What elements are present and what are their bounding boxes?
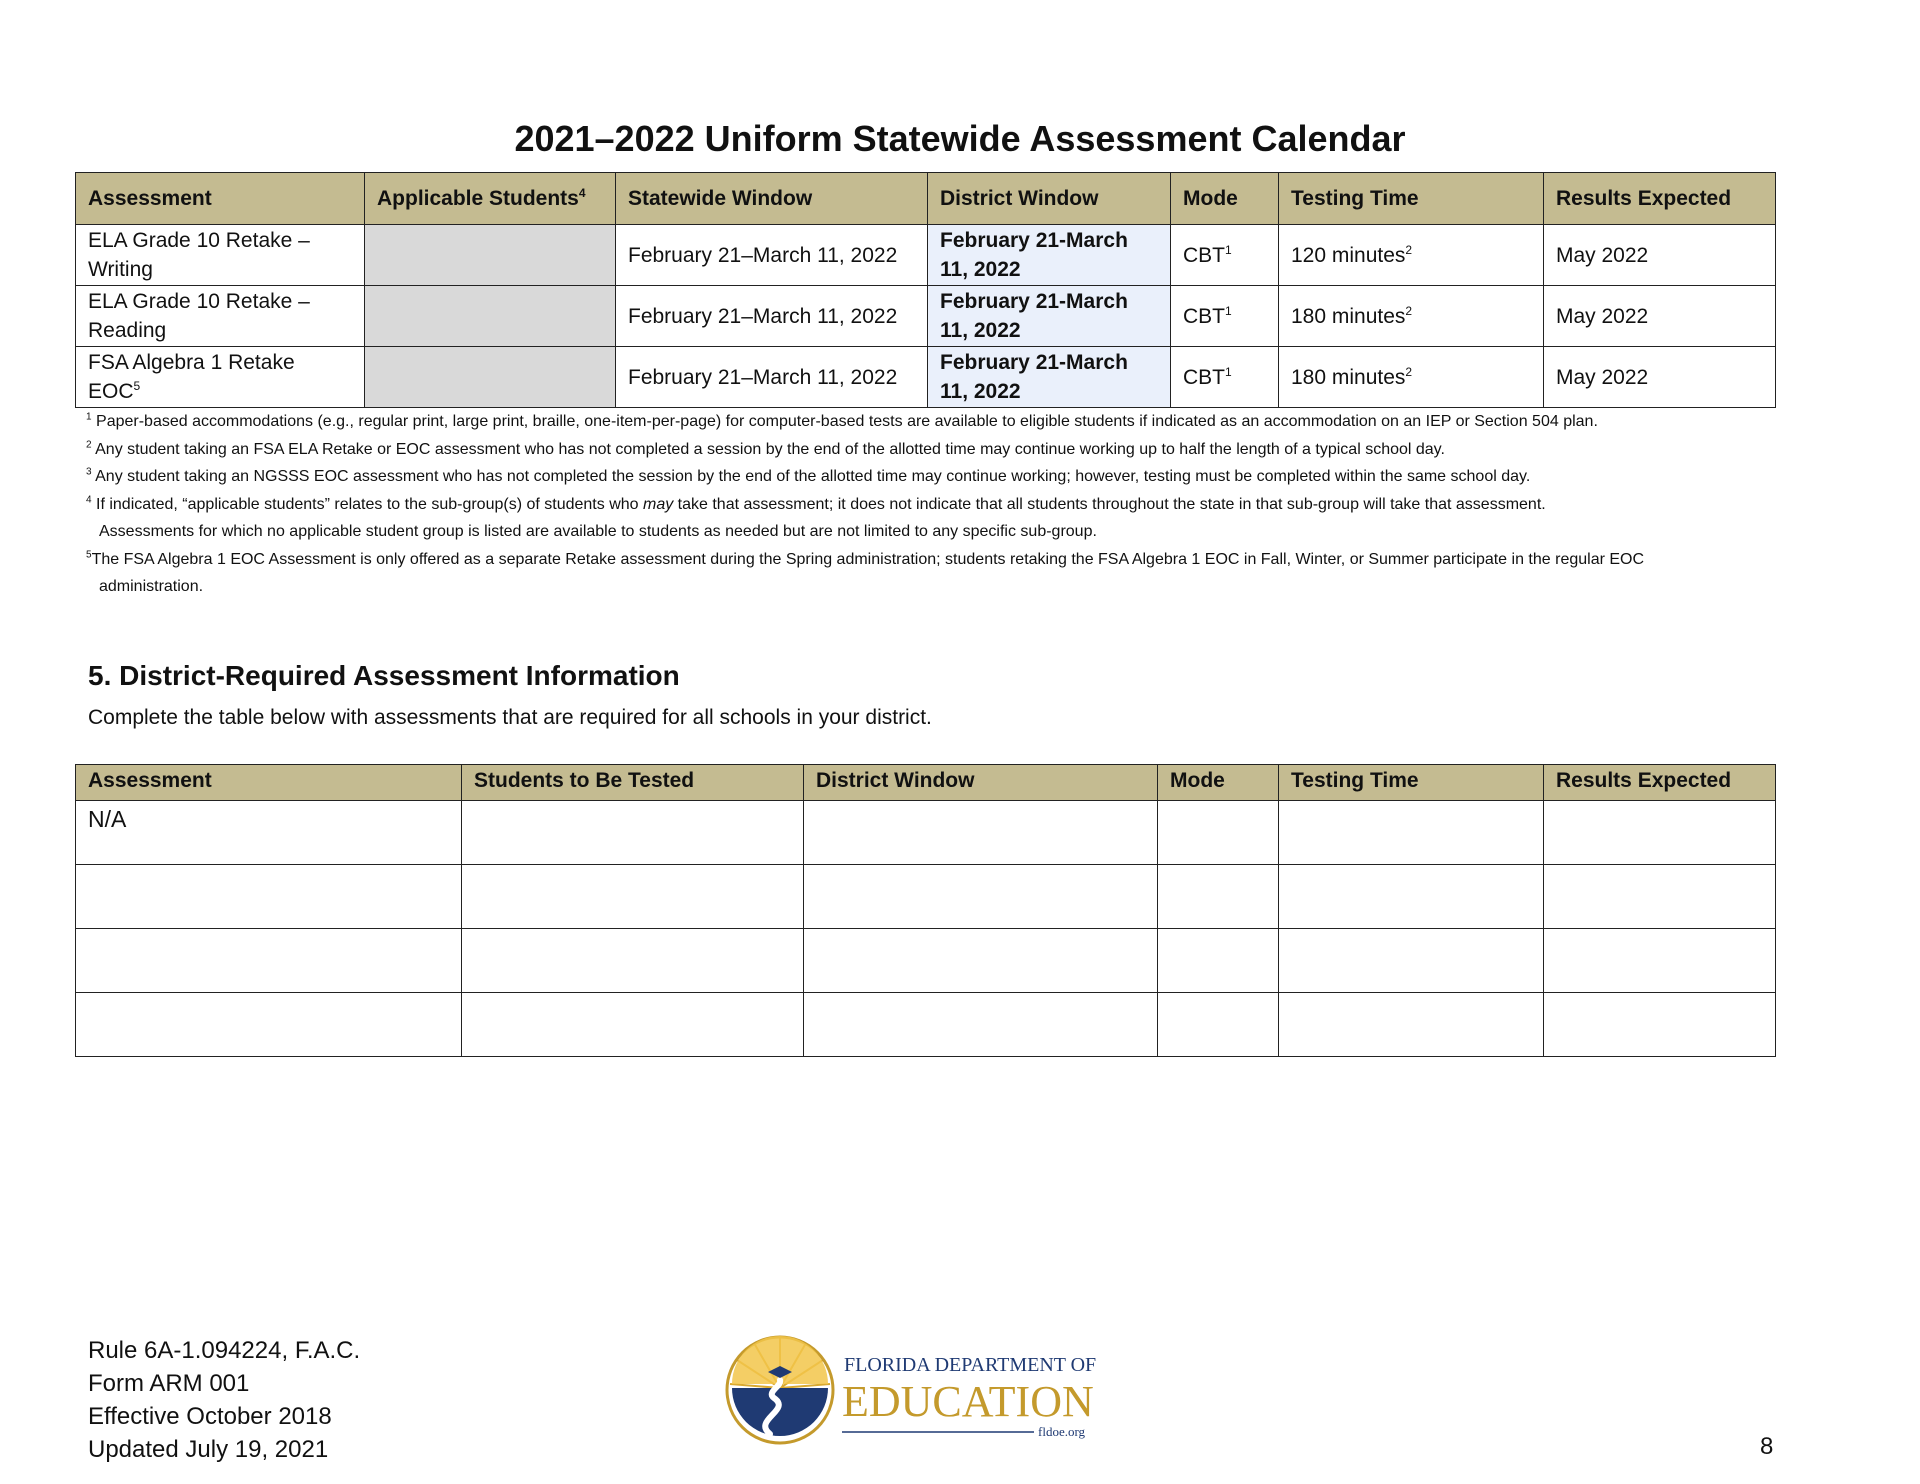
cell-testing-time [1279, 801, 1544, 865]
footnote-5-continued: administration. [99, 578, 204, 595]
cell-district-window: February 21-March 11, 2022 [928, 347, 1171, 408]
footer-form: Form ARM 001 [88, 1370, 250, 1397]
col-applicable-students: Applicable Students$^4$ [365, 173, 616, 225]
cell-results-expected [1544, 929, 1776, 993]
seal-navy-bottom-icon [732, 1388, 828, 1436]
cell-mode [1158, 865, 1279, 929]
table-row [76, 929, 1776, 993]
footer-info [88, 1334, 360, 1466]
table-header-row [76, 765, 1776, 801]
section-description: Complete the table below with assessments that are required for all schools in your district. [88, 706, 932, 729]
cell-results-expected [1544, 801, 1776, 865]
logo-url: fldoe.org [1038, 1424, 1086, 1439]
cell-assessment: N/A [76, 801, 462, 865]
cell-statewide-window: February 21–March 11, 2022 [616, 225, 928, 286]
footnote-3: $^3$ Any student taking an NGSSS EOC assessment who has not completed the session by the end of the allotted time may continue working; however, testing must be completed within the same school day. [86, 466, 1531, 485]
logo-line2: EDUCATION [842, 1377, 1094, 1426]
cell-applicable-students [365, 286, 616, 347]
cell-assessment: ELA Grade 10 Retake – Writing [76, 225, 365, 286]
footnote-4-continued: Assessments for which no applicable student group is listed are available to students as needed but are not limited to any specific sub-group. [99, 523, 1097, 540]
cell-mode [1158, 929, 1279, 993]
table-row [76, 347, 1776, 408]
cell-mode: CBT$^1$ [1171, 347, 1279, 408]
cell-testing-time [1279, 865, 1544, 929]
cell-results-expected: May 2022 [1544, 225, 1776, 286]
page-title: 2021–2022 Uniform Statewide Assessment Calendar [514, 118, 1406, 159]
footer-effective: Effective October 2018 [88, 1403, 332, 1430]
cell-mode [1158, 801, 1279, 865]
cell-testing-time: 180 minutes$^2$ [1279, 286, 1544, 347]
col-mode: Mode [1171, 173, 1279, 225]
cell-mode: CBT$^1$ [1171, 286, 1279, 347]
footer-rule: Rule 6A-1.094224, F.A.C. [88, 1337, 361, 1364]
col-testing-time: Testing Time [1279, 765, 1544, 801]
table-row [76, 993, 1776, 1057]
cell-students-to-be-tested [462, 929, 804, 993]
section-heading: 5. District-Required Assessment Information [88, 660, 680, 691]
cell-district-window [804, 929, 1158, 993]
cell-district-window: February 21-March 11, 2022 [928, 225, 1171, 286]
cell-mode: CBT$^1$ [1171, 225, 1279, 286]
col-assessment: Assessment [76, 173, 365, 225]
col-district-window: District Window [928, 173, 1171, 225]
footer-updated: Updated July 19, 2021 [88, 1436, 329, 1463]
cell-testing-time [1279, 993, 1544, 1057]
cell-district-window [804, 801, 1158, 865]
cell-statewide-window: February 21–March 11, 2022 [616, 347, 928, 408]
cell-district-window: February 21-March 11, 2022 [928, 286, 1171, 347]
footnotes [86, 408, 1826, 601]
cell-testing-time: 120 minutes$^2$ [1279, 225, 1544, 286]
cell-results-expected: May 2022 [1544, 286, 1776, 347]
district-required-table [75, 764, 1776, 1057]
footnote-1: $^1$ Paper-based accommodations (e.g., regular print, large print, braille, one-item-per-page) for computer-based tests are available to eligible students if indicated as an accommodation on an IEP or Section 504 plan. [86, 411, 1598, 430]
fldoe-logo [722, 1328, 1112, 1448]
cell-students-to-be-tested [462, 801, 804, 865]
col-district-window: District Window [804, 765, 1158, 801]
page-number: 8 [1760, 1433, 1774, 1460]
cell-assessment: FSA Algebra 1 Retake EOC$^5$ [76, 347, 365, 408]
col-statewide-window: Statewide Window [616, 173, 928, 225]
cell-results-expected [1544, 993, 1776, 1057]
col-mode: Mode [1158, 765, 1279, 801]
table-row [76, 865, 1776, 929]
cell-statewide-window: February 21–March 11, 2022 [616, 286, 928, 347]
col-results-expected: Results Expected [1544, 173, 1776, 225]
table-header-row [76, 173, 1776, 225]
table-row [76, 801, 1776, 865]
cell-results-expected [1544, 865, 1776, 929]
cell-testing-time: 180 minutes$^2$ [1279, 347, 1544, 408]
footnote-2: $^2$ Any student taking an FSA ELA Retake or EOC assessment who has not completed a session by the end of the allotted time may continue working up to half the length of a typical school day. [86, 439, 1445, 458]
cell-results-expected: May 2022 [1544, 347, 1776, 408]
cell-students-to-be-tested [462, 865, 804, 929]
cell-testing-time [1279, 929, 1544, 993]
cell-students-to-be-tested [462, 993, 804, 1057]
table-row [76, 286, 1776, 347]
col-assessment: Assessment [76, 765, 462, 801]
cell-assessment: ELA Grade 10 Retake – Reading [76, 286, 365, 347]
cell-applicable-students [365, 347, 616, 408]
cell-district-window [804, 993, 1158, 1057]
col-testing-time: Testing Time [1279, 173, 1544, 225]
footnote-5: $^5$The FSA Algebra 1 EOC Assessment is only offered as a separate Retake assessment during the Spring administration; students retaking the FSA Algebra 1 EOC in Fall, Winter, or Summer participate in the regular EOC [86, 549, 1645, 568]
footnote-4: $^4$ If indicated, “applicable students” relates to the sub-group(s) of students who may take that assessment; it does not indicate that all students throughout the state in that sub-group will take that assessment. [86, 494, 1546, 513]
col-students-to-be-tested: Students to Be Tested [462, 765, 804, 801]
cell-mode [1158, 993, 1279, 1057]
cell-assessment [76, 993, 462, 1057]
col-results-expected: Results Expected [1544, 765, 1776, 801]
logo-line1: FLORIDA DEPARTMENT OF [844, 1354, 1097, 1376]
statewide-calendar-table [75, 172, 1776, 408]
cell-district-window [804, 865, 1158, 929]
cell-applicable-students [365, 225, 616, 286]
table-row [76, 225, 1776, 286]
cell-assessment [76, 929, 462, 993]
cell-assessment [76, 865, 462, 929]
